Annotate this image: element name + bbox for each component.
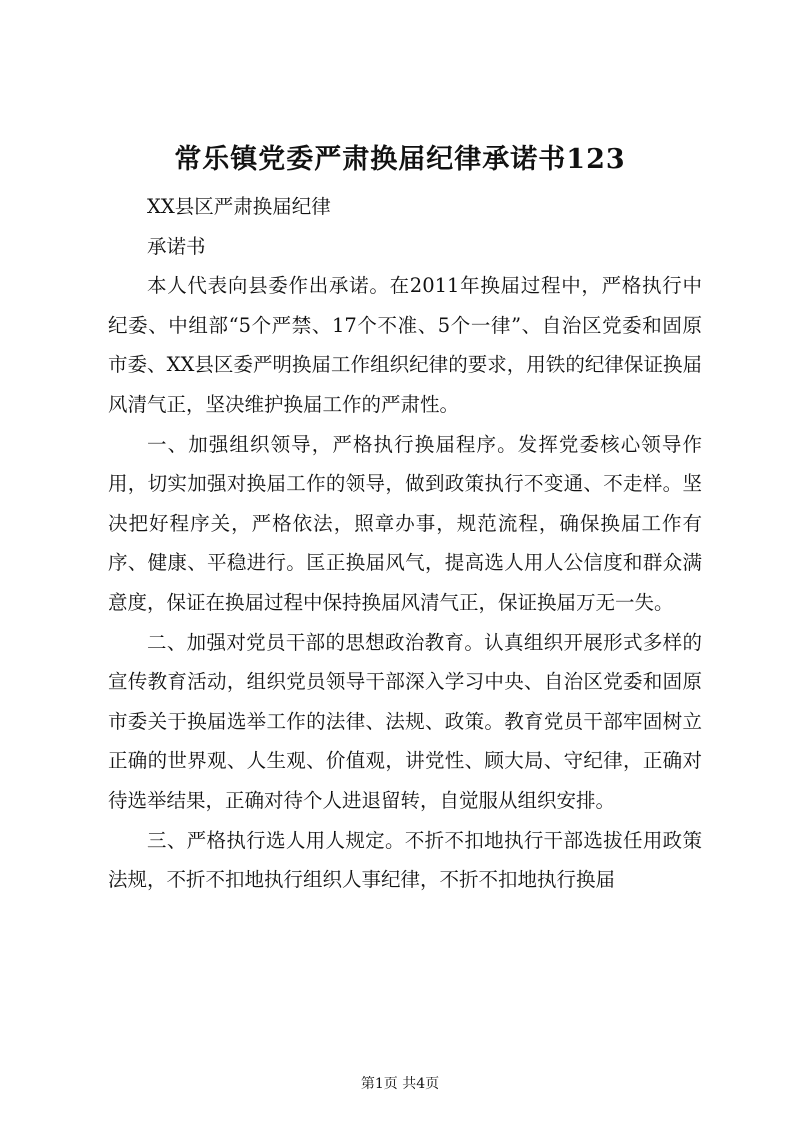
page-footer: 第1页 共4页 [360,1076,440,1092]
document-title: 常乐镇党委严肃换届纪律承诺书123 [174,144,626,175]
document-body [108,187,702,900]
paragraph-section-2: 二、加强对党员干部的思想政治教育。认真组织开展形式多样的宣传教育活动，组织党员领导干部深入学习中央、自治区党委和固原市委关于换届选举工作的法律、法规、政策。教育党员干部牢固树立正确的世界观、人生观、价值观，讲党性、顾大局、守纪律，正确对待选举结果，正确对待个人进退留转，自觉服从组织安排。 [108,630,702,812]
paragraph-intro: 本人代表向县委作出承诺。在2011年换届过程中，严格执行中纪委、中组部“5个严禁、17个不准、5个一律”、自治区党委和固原市委、XX县区委严明换届工作组织纪律的要求，用铁的纪律保证换届风清气正，坚决维护换届工作的严肃性。 [108,274,702,416]
subtitle-line-1: XX县区严肃换届纪律 [147,195,331,218]
paragraph-section-1: 一、加强组织领导，严格执行换届程序。发挥党委核心领导作用，切实加强对换届工作的领导，做到政策执行不变通、不走样。坚决把好程序关，严格依法，照章办事，规范流程，确保换届工作有序、健康、平稳进行。匡正换届风气，提高选人用人公信度和群众满意度，保证在换届过程中保持换届风清气正，保证换届万无一失。 [108,432,702,614]
subtitle-line-2: 承诺书 [147,234,206,258]
paragraph-section-3: 三、严格执行选人用人规定。不折不扣地执行干部选拔任用政策法规，不折不扣地执行组织人事纪律，不折不扣地执行换届 [108,828,702,892]
